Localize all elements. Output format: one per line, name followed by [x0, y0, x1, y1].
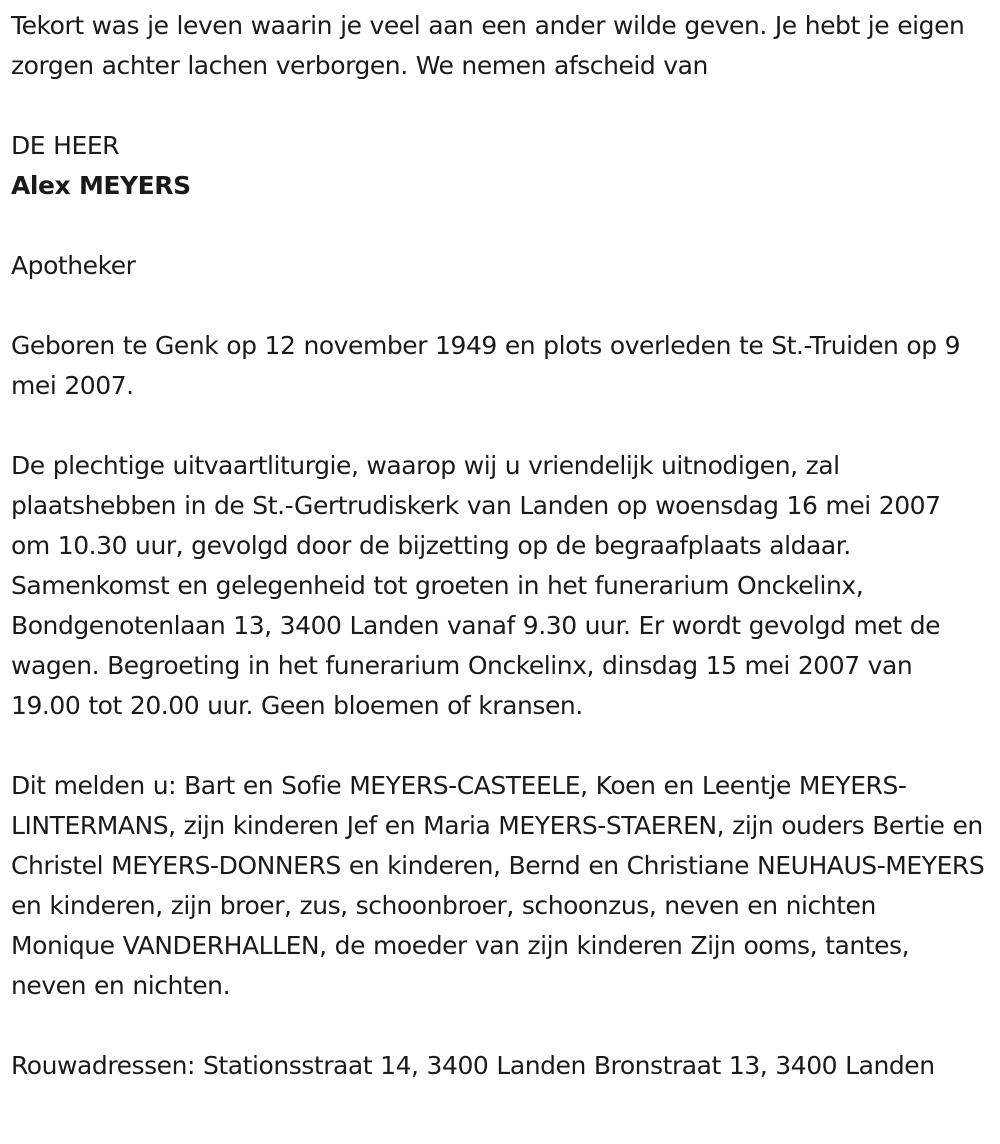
birth-death-text: Geboren te Genk op 12 november 1949 en plots overleden te St.-Truiden op 9 mei 2007.: [11, 331, 961, 400]
announcers-text: Dit melden u: Bart en Sofie MEYERS-CASTEELE, Koen en Leentje MEYERS-LINTERMANS, zijn kinderen Jef en Maria MEYERS-STAEREN, zijn ouders Bertie en Christel MEYERS-DONNERS en kinderen, Bernd en Christiane NEUHAUS-MEYERS en kinderen, zijn broer, zus, schoonbroer, schoonzus, neven en nichten Monique VANDERHALLEN, de moeder van zijn kinderen Zijn ooms, tantes, neven en nichten.: [11, 771, 985, 1000]
intro-text: Tekort was je leven waarin je veel aan een ander wilde geven. Je hebt je eigen zorgen achter lachen verborgen. We nemen afscheid van: [11, 11, 965, 80]
profession-text: Apotheker: [11, 251, 136, 280]
funeral-details-text: De plechtige uitvaartliturgie, waarop wij u vriendelijk uitnodigen, zal plaatshebben in de St.-Gertrudiskerk van Landen op woensdag 16 mei 2007 om 10.30 uur, gevolgd door de bijzetting op de begraafplaats aldaar. Samenkomst en gelegenheid tot groeten in het funerarium Onckelinx, Bondgenotenlaan 13, 3400 Landen vanaf 9.30 uur. Er wordt gevolgd met de wagen. Begroeting in het funerarium Onckelinx, dinsdag 15 mei 2007 van 19.00 tot 20.00 uur. Geen bloemen of kransen.: [11, 451, 941, 720]
condolence-addresses-text: Rouwadressen: Stationsstraat 14, 3400 Landen Bronstraat 13, 3400 Landen: [11, 1051, 935, 1080]
deceased-name: Alex MEYERS: [11, 171, 191, 200]
obituary-notice: [11, 6, 986, 1086]
honorific-title: DE HEER: [11, 131, 120, 160]
